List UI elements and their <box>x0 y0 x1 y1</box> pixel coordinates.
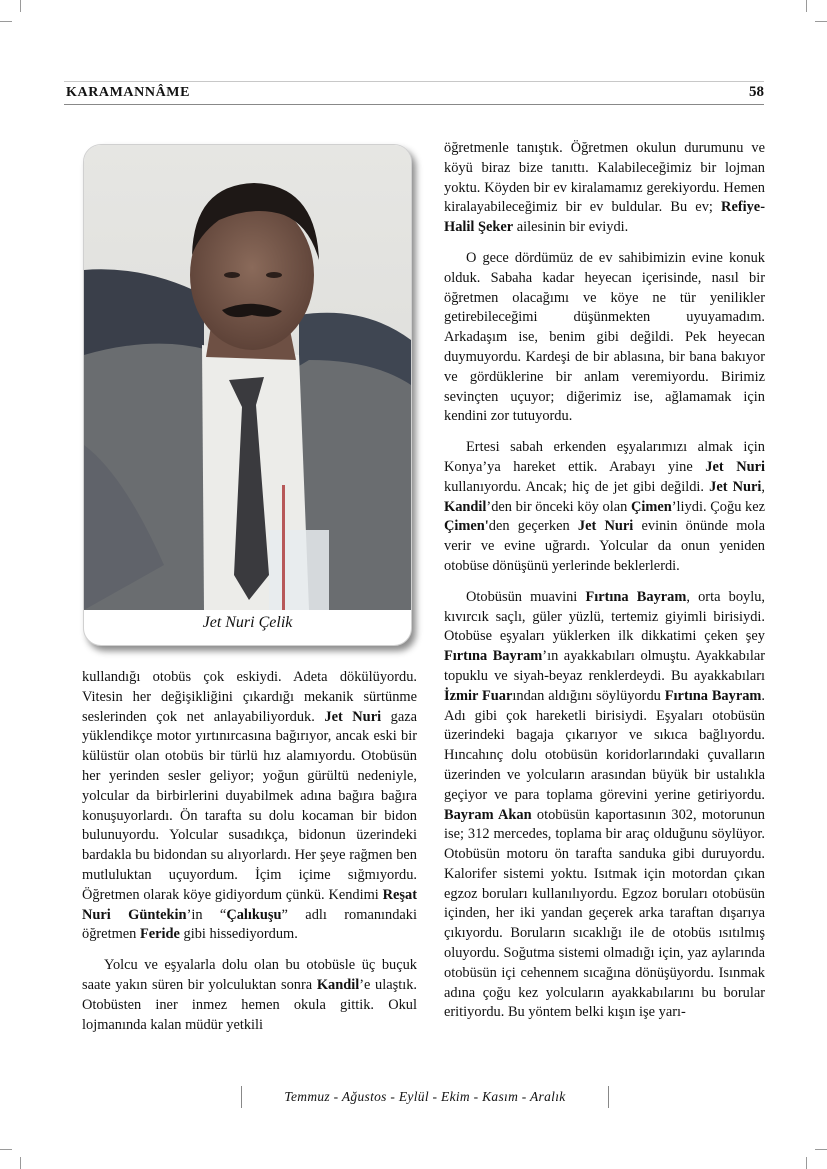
journal-title: KARAMANNÂME <box>66 85 191 100</box>
crop-mark <box>806 1157 807 1169</box>
crop-mark <box>20 1157 21 1169</box>
left-column <box>82 668 417 1046</box>
issue-months-footer: Temmuz - Ağustos - Eylül - Ekim - Kasım - Aralık <box>241 1086 609 1108</box>
photo-frame <box>83 144 412 646</box>
paragraph: Yolcu ve eşyalarla dolu olan bu otobüsle üç buçuk saate yakın süren bir yolculuktan sonra Kandil’e ulaştık. Otobüsten iner inmez hemen okula gittik. Okul lojmanında kalan müdür yetkili <box>82 957 418 1033</box>
crop-mark <box>0 1149 12 1150</box>
paragraph: kullandığı otobüs çok eskiydi. Adeta dökülüyordu. Vitesin her değişikliğini çıkardığı mekanik sürtünme seslerinden çok net anlayabiliyorduk. Jet Nuri gaza yüklendikçe motor yırtınırcasına bağırıyor, ancak eski bir külüstür olan otobüs bir türlü hız alamıyordu. Otobüsün her yerinden sesler geliyor; yoğun gürültü nedeniyle, yolcular da birbirlerini duyabilmek adına bağıra bağıra konuşuyorlardı. Ön tarafta su dolu kocaman bir bidon bulunuyordu. Yolcular susadıkça, bidonun üzerindeki bardakla bu bidondan su alıyorlardı. Her şeye rağmen ben mutluluktan uçuyordum. İçim içime sığmıyordu. Öğretmen olarak köye gidiyordum çünkü. Kendimi Reşat Nuri Güntekin’in “Çalıkuşu” adlı romanındaki öğretmen Feride gibi hissediyordum. <box>82 669 417 943</box>
crop-mark <box>815 1149 827 1150</box>
paragraph: öğretmenle tanıştık. Öğretmen okulun durumunu ve köyü biraz bize tanıttı. Kalabileceğimiz bir lojman yoktu. Köyden bir ev kiralamamız gerekiyordu. Hemen kiralayabileceğimiz bir ev buldular. Bu ev; Refiye- Halil Şeker ailesinin bir eviydi. <box>444 140 765 236</box>
paragraph: Otobüsün muavini Fırtına Bayram, orta boylu, kıvırcık saçlı, güler yüzlü, tertemiz giyimli birisiydi. Otobüse eşyaları yüklerken ilk dikkatimi çeken şey Fırtına Bayram’ın ayakkabıları olmuştu. Ayakkabılar topuklu ve siyah-beyaz renklerdeydi. Bu ayakkabıları İzmir Fuarından aldığını söylüyordu Fırtına Bayram. Adı gibi çok hareketli birisiydi. Eşyaları otobüsün üzerindeki bagaja çıkarıyor ve sıkıca bağlıyordu. Hıncahınç dolu otobüsün koridorlarındaki çuvalların üzerinden ve yolcuların arasından büyük bir ustalıkla geçiyor ve para toplama görevini yerine getiriyordu. Bayram Akan otobüsün kaportasının 302, motorunun ise; 312 mercedes, toplama bir araç olduğunu söylüyor. Otobüsün motoru ön tarafta sanduka gibi duruyordu. Kalorifer sistemi yoktu. Isıtmak için motordan çıkan egzoz boruları kullanılıyordu. Egzoz boruları otobüsün içinden, her iki yandan geçerek arka taraftan dışarıya çıkıyordu. Boruların sıcaklığı ile de otobüs ısıtılmış oluyordu. Soğutma sistemi olmadığı için, yaz aylarında otobüsün içi cehennem sıcağına dönüşüyordu. Isınmak adına çoğu kez yolcuların ayakkabılarını bu borular eritiyordu. Bu yöntem belki kışın işe yarı- <box>444 588 766 1021</box>
paragraph: Ertesi sabah erkenden eşyalarımızı almak için Konya’ya hareket ettik. Arabayı yine Jet Nuri kullanıyordu. Ancak; hiç de jet gibi değildi. Jet Nuri, Kandil’den bir önceki köy olan Çimen’liydi. Çoğu kez Çimen'den geçerken Jet Nuri evinin önünde mola verir ve evine uğrardı. Yolcular da onun yeniden otobüse dönüşünü yerlerinde beklerlerdi. <box>444 439 766 574</box>
photo-caption: Jet Nuri Çelik <box>202 614 293 631</box>
crop-mark <box>0 21 12 22</box>
page-number: 58 <box>749 84 764 100</box>
crop-mark <box>806 0 807 12</box>
right-column <box>444 139 765 1034</box>
running-header <box>64 81 764 105</box>
paragraph: O gece dördümüz de ev sahibimizin evine konuk olduk. Sabaha kadar heyecan içerisinde, nasıl bir öğretmen olacağımı ve köye ne tür yenilikler getirebileceğimi düşünmekten uyuyamadım. Arkadaşım ise, benim gibi değildi. Pek heyecan duymuyordu. Kardeşi de bir ablasına, bir bana bakıyor ve gördüklerine bir anlam veremiyordu. Birimiz sevinçten uçuyor; diğerimiz ise, ağlamamak için kendini zor tutuyordu. <box>444 249 765 425</box>
crop-mark <box>815 21 827 22</box>
portrait-photo <box>84 145 411 610</box>
crop-mark <box>20 0 21 12</box>
